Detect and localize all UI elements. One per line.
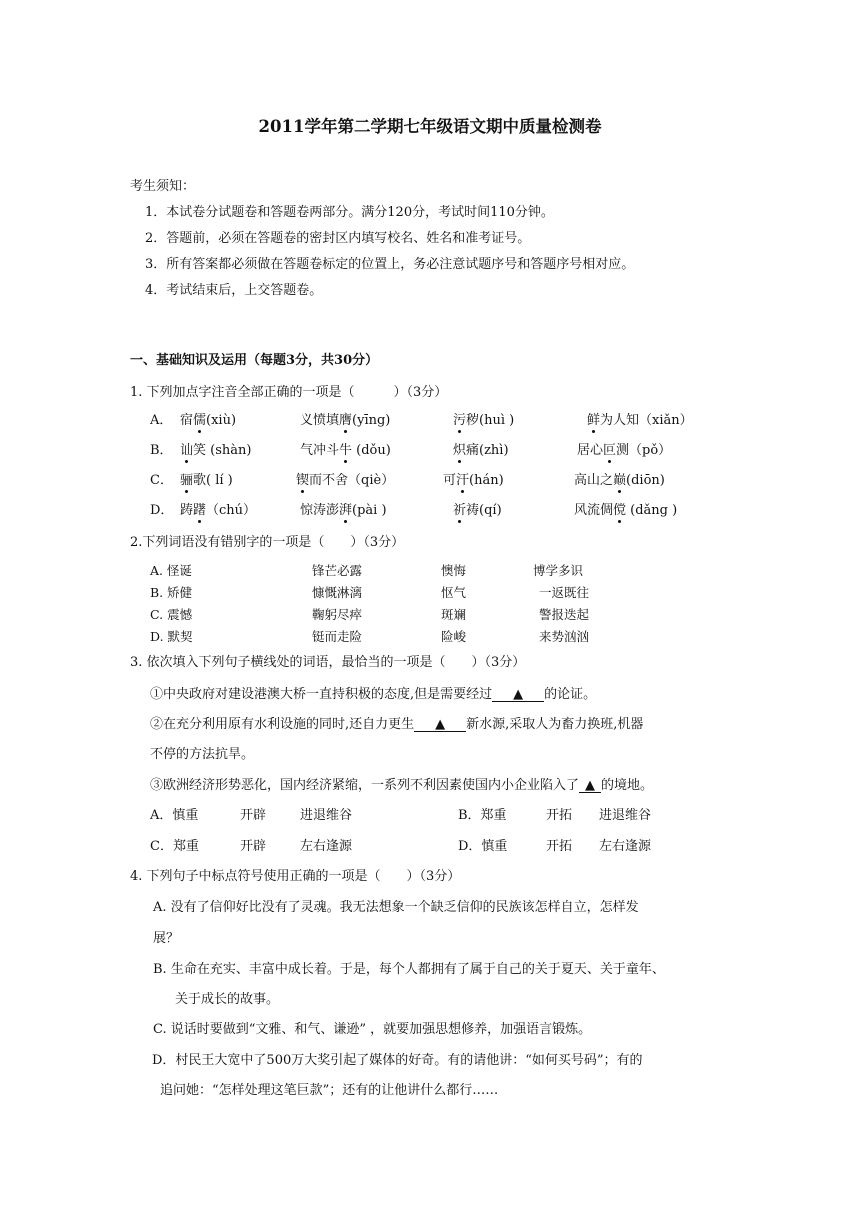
question-3-sentence-3: ③欧洲经济形势恶化，国内经济紧缩，一系列不利因素使国内小企业陷入了 ▲ 的境地。 (150, 778, 654, 793)
notice-item: 2．答题前，必须在答题卷的密封区内填写校名、姓名和准考证号。 (145, 231, 531, 246)
question-4-option-a: A. 没有了信仰好比没有了灵魂。我无法想象一个缺乏信仰的民族该怎样自立，怎样发 (153, 900, 639, 915)
question-4-option-d-cont: 追问她：“怎样处理这笔巨款”；还有的让他讲什么都行…… (160, 1083, 499, 1098)
notice-heading: 考生须知： (130, 179, 196, 194)
question-2-stem: 2.下列词语没有错别字的一项是（ ）（3分） (130, 535, 405, 550)
question-4-option-c: C. 说话时要做到“文雅、和气、谦逊” ，就要加强思想修养，加强语言锻炼。 (153, 1022, 592, 1037)
answer-blank: ▲ (579, 779, 601, 793)
question-4-option-d: D．村民王大宽中了500万大奖引起了媒体的好奇。有的请他讲：“如何买号码”；有的 (152, 1053, 643, 1068)
question-3-stem: 3. 依次填入下列句子横线处的词语，最恰当的一项是（ ）（3分） (130, 655, 526, 670)
notice-item: 3．所有答案都必须做在答题卷标定的位置上，务必注意试题序号和答题序号相对应。 (145, 257, 635, 272)
question-3-sentence-2: ②在充分利用原有水利设施的同时,还自力更生 ▲ 新水源,采取人为畜力换班,机器 (150, 717, 644, 732)
question-3-sentence-1: ①中央政府对建设港澳大桥一直持积极的态度,但是需要经过 ▲ 的论证。 (150, 687, 597, 702)
notice-item: 4．考试结束后，上交答题卷。 (145, 283, 323, 298)
question-3-sentence-2-cont: 不停的方法抗旱。 (150, 747, 255, 762)
answer-blank: ▲ (414, 718, 466, 732)
question-4-option-a-cont: 展？ (153, 931, 180, 946)
question-4-option-b: B. 生命在充实、丰富中成长着。于是，每个人都拥有了属于自己的关于夏天、关于童年、 (153, 962, 665, 977)
page-title: 2011学年第二学期七年级语文期中质量检测卷 (258, 117, 602, 136)
question-1-stem: 1. 下列加点字注音全部正确的一项是（ ）（3分） (130, 385, 448, 400)
notice-item: 1．本试卷分试题卷和答题卷两部分。满分120分，考试时间110分钟。 (145, 205, 554, 220)
answer-blank: ▲ (492, 688, 544, 702)
question-4-stem: 4. 下列句子中标点符号使用正确的一项是（ ）（3分） (130, 869, 461, 884)
section-heading: 一、基础知识及运用（每题3分，共30分） (130, 353, 379, 368)
question-4-option-b-cont: 关于成长的故事。 (175, 992, 280, 1007)
